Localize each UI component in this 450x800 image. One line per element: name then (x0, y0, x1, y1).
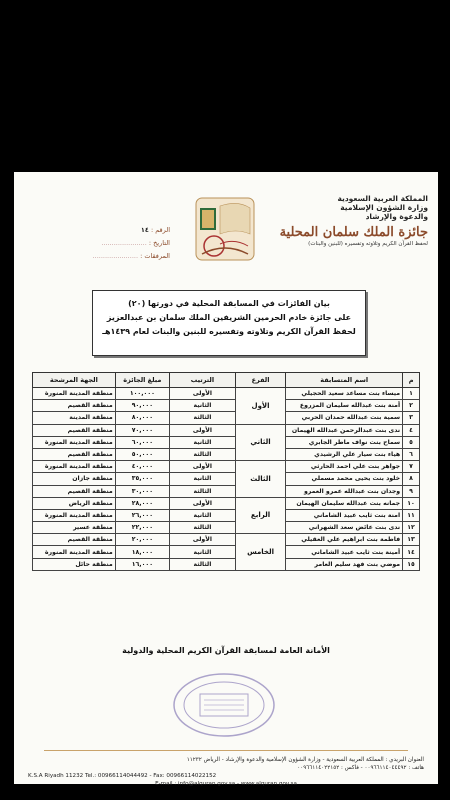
ref-number-value: ١٤ (140, 226, 149, 234)
cell-branch: الأول (235, 388, 285, 425)
cell-region: منطقة عسير (33, 522, 116, 534)
cell-number: ٣ (403, 412, 420, 424)
address-english: K.S.A Riyadh 11232 Tel.: 00966114044492 - Fax: 00966114022152 (28, 773, 217, 779)
cell-branch: الخامس (235, 534, 285, 571)
cell-region: منطقة القصيم (33, 448, 116, 460)
org-line: والدعوة والإرشاد (365, 212, 428, 221)
cell-rank: الثانية (170, 400, 236, 412)
cell-prize: ١٨,٠٠٠ (115, 546, 169, 558)
col-header-number: م (403, 373, 420, 388)
cell-name: موضي بنت فهد سليم العامر (286, 558, 403, 570)
table-header-row (33, 373, 420, 388)
award-subtitle: لحفظ القرآن الكريم وتلاوته وتفسيره (للبنين والبنات) (308, 241, 428, 247)
cell-prize: ٩٠,٠٠٠ (115, 400, 169, 412)
table-row (33, 509, 420, 521)
cell-number: ١٢ (403, 522, 420, 534)
cell-branch: الرابع (235, 497, 285, 534)
address-arabic: العنوان البريدي : المملكة العربية السعودية - وزارة الشؤون الإسلامية والدعوة والإرشاد - الرياض ١١٢٣٢ (186, 757, 424, 763)
cell-prize: ٣٥,٠٠٠ (115, 473, 169, 485)
ref-number-label: الرقم : (150, 226, 170, 234)
cell-region: منطقة القصيم (33, 534, 116, 546)
table-row (33, 546, 420, 558)
cell-name: ميساء بنت مساعد سعيد الحجيلي (286, 388, 403, 400)
cell-rank: الثانية (170, 436, 236, 448)
cell-name: جمانه بنت عبدالله سليمان الهيمان (286, 497, 403, 509)
contact-info (28, 756, 424, 788)
cell-region: منطقة جازان (33, 473, 116, 485)
cell-rank: الأولى (170, 461, 236, 473)
cell-rank: الثانية (170, 546, 236, 558)
footer-divider (44, 750, 408, 751)
ref-attachments-dots: ...................... (92, 252, 139, 260)
cell-prize: ١٠٠,٠٠٠ (115, 388, 169, 400)
document-page (14, 172, 438, 787)
cell-prize: ٢٦,٠٠٠ (115, 509, 169, 521)
cell-region: منطقة المدينة المنورة (33, 461, 116, 473)
table-row (33, 473, 420, 485)
cell-number: ١٠ (403, 497, 420, 509)
cell-region: منطقة المدينة المنورة (33, 388, 116, 400)
cell-prize: ٨٠,٠٠٠ (115, 412, 169, 424)
cell-name: وجدان بنت عبدالله عمرو العمرو (286, 485, 403, 497)
org-line: وزارة الشؤون الإسلامية (340, 203, 428, 212)
cell-prize: ٢٠,٠٠٠ (115, 534, 169, 546)
title-line-1: بيان الفائزات في المسابقة المحلية في دورتها (٢٠) (128, 299, 330, 308)
email-website: E-mail : info@alquran.gov.sa - www.alquran.gov.sa (155, 781, 297, 787)
cell-name: أمنة بنت عبدالله سليمان المزروع (286, 400, 403, 412)
cell-rank: الثالثة (170, 412, 236, 424)
cell-prize: ٤٠,٠٠٠ (115, 461, 169, 473)
cell-region: منطقة الرياض (33, 497, 116, 509)
award-logo-icon (190, 194, 260, 264)
cell-number: ٦ (403, 448, 420, 460)
cell-rank: الثانية (170, 473, 236, 485)
cell-region: منطقة المدينة المنورة (33, 436, 116, 448)
ref-date-label: التاريخ : (148, 239, 170, 247)
cell-number: ٥ (403, 436, 420, 448)
table-row (33, 388, 420, 400)
cell-branch: الثاني (235, 424, 285, 461)
cell-rank: الثالثة (170, 448, 236, 460)
cell-rank: الأولى (170, 534, 236, 546)
cell-name: فاطمة بنت ابراهيم علي العقيلي (286, 534, 403, 546)
title-line-2: على جائزة خادم الحرمين الشريفين الملك سلمان بن عبدالعزيز (106, 313, 352, 322)
document-title-box (92, 290, 366, 356)
results-table (32, 372, 420, 571)
col-header-prize: مبلغ الجائزة (115, 373, 169, 388)
cell-name: ندى بنت عائض سعد الشهراني (286, 522, 403, 534)
cell-number: ١١ (403, 509, 420, 521)
cell-region: منطقة المدينة المنورة (33, 509, 116, 521)
cell-prize: ٣٠,٠٠٠ (115, 485, 169, 497)
table-row (33, 448, 420, 460)
cell-region: منطقة المدينة المنورة (33, 546, 116, 558)
cell-number: ٧ (403, 461, 420, 473)
cell-branch: الثالث (235, 461, 285, 498)
cell-region: منطقة القصيم (33, 485, 116, 497)
table-row (33, 485, 420, 497)
organization-block (278, 194, 428, 248)
cell-region: منطقة حائل (33, 558, 116, 570)
cell-rank: الأولى (170, 497, 236, 509)
letterhead (14, 172, 438, 272)
org-line: المملكة العربية السعودية (337, 194, 428, 203)
cell-number: ١٣ (403, 534, 420, 546)
table-row (33, 412, 420, 424)
cell-number: ٨ (403, 473, 420, 485)
table-row (33, 436, 420, 448)
cell-name: امنة بنت ثايب عبيد الشاماني (286, 509, 403, 521)
cell-name: جواهر بنت علي احمد الحارثي (286, 461, 403, 473)
cell-name: أمينة بنت ثايب عبيد الشاماني (286, 546, 403, 558)
cell-region: منطقة المدينة (33, 412, 116, 424)
col-header-name: اسم المتسابقة (286, 373, 403, 388)
cell-number: ١ (403, 388, 420, 400)
title-line-3: لحفظ القرآن الكريم وتلاوته وتفسيره للبنين والبنات لعام ١٤٣٩هـ (102, 327, 356, 336)
cell-prize: ١٦,٠٠٠ (115, 558, 169, 570)
cell-prize: ٧٠,٠٠٠ (115, 424, 169, 436)
cell-number: ٢ (403, 400, 420, 412)
cell-rank: الثالثة (170, 522, 236, 534)
col-header-rank: الترتيب (170, 373, 236, 388)
cell-rank: الثانية (170, 509, 236, 521)
cell-name: هياء بنت سيار علي الرشيدي (286, 448, 403, 460)
table-row (33, 424, 420, 436)
cell-prize: ٢٢,٠٠٠ (115, 522, 169, 534)
cell-rank: الأولى (170, 424, 236, 436)
table-row (33, 400, 420, 412)
phone-arabic: هاتف : ٠٠٩٦٦١١٤٠٤٤٤٩٢ - فاكس : ٠٠٩٦٦١١٤٠٢٢١٥٢ (297, 765, 424, 771)
cell-number: ١٤ (403, 546, 420, 558)
cell-prize: ٦٠,٠٠٠ (115, 436, 169, 448)
cell-number: ٤ (403, 424, 420, 436)
ref-date-dots: ...................... (101, 239, 147, 247)
col-header-branch: الفرع (235, 373, 285, 388)
reference-fields (60, 224, 170, 263)
cell-name: ندى بنت عبدالرحمن عبدالله الهيمان (286, 424, 403, 436)
cell-rank: الثالثة (170, 485, 236, 497)
cell-name: خلود بنت يحيى محمد مسملي (286, 473, 403, 485)
cell-rank: الثالثة (170, 558, 236, 570)
cell-prize: ٥٠,٠٠٠ (115, 448, 169, 460)
cell-region: منطقة القصيم (33, 424, 116, 436)
official-stamp-icon (170, 670, 278, 740)
ref-attachments-label: المرفقات : (140, 252, 170, 260)
cell-prize: ٢٨,٠٠٠ (115, 497, 169, 509)
table-row (33, 534, 420, 546)
cell-number: ١٥ (403, 558, 420, 570)
table-row (33, 558, 420, 570)
cell-region: منطقة القصيم (33, 400, 116, 412)
cell-name: سماح بنت نواف ماطر الجابري (286, 436, 403, 448)
table-row (33, 461, 420, 473)
table-row (33, 497, 420, 509)
col-header-region: الجهة المرشحة (33, 373, 116, 388)
cell-rank: الأولى (170, 388, 236, 400)
table-row (33, 522, 420, 534)
cell-name: سمية بنت عبدالله حمدان الحربي (286, 412, 403, 424)
award-title: جائزة الملك سلمان المحلية (279, 225, 428, 240)
footer-title: الأمانة العامة لمسابقة القرآن الكريم المحلية والدولية (122, 646, 330, 655)
cell-number: ٩ (403, 485, 420, 497)
